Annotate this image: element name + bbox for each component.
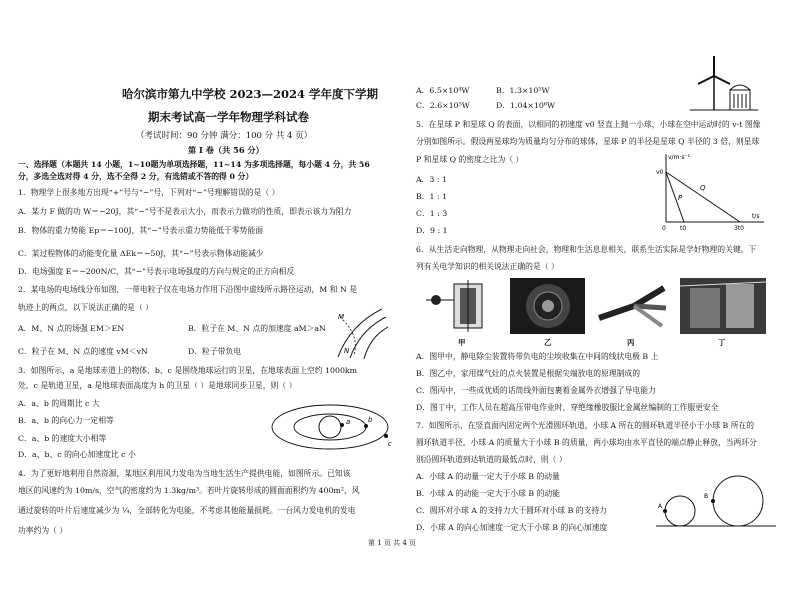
q7-stem-1: 7．如图所示，在竖直面内固定两个光滑圆环轨道，小球 A 所在的圆环轨道半径小于小球 B 所在的 [416,421,755,430]
q5-option-a: A．3 : 1 [416,175,447,184]
curve-q-label: Q [700,184,706,192]
sat-c-label: c [388,440,392,448]
q6-option-b: B．图乙中，家用煤气灶的点火装置是根据尖端放电的原理制成的 [416,369,641,378]
live-line-worker-photo [680,278,766,334]
q1-option-c: C．某过程物体的动能变化量 ΔEk＝−50J，其“−”号表示物体动能减少 [18,249,264,258]
exam-title: 期末考试高一学年物理学科试卷 [148,110,309,124]
q2-stem-1: 2．某电场的电场线分布如图，一带电粒子仅在电场力作用下沿图中虚线所示路径运动，M 和 N 是 [18,285,358,294]
q4-option-c: C．2.6×10⁵W [416,101,470,110]
point-m-label: M [338,313,345,321]
exam-school-title: 哈尔滨市第九中学校 2023—2024 学年度下学期 [122,87,379,101]
section-intro-2: 分，多选全选对得 4 分，选不全得 2 分，有选错或不答的得 0 分） [18,172,254,181]
page-footer: 第 1 页 共 4 页 [368,539,417,547]
q3-option-a: A．a、b 的周期比 c 大 [18,399,100,408]
sat-a-label: a [346,418,351,426]
curve-p-label: P [678,194,683,202]
wind-turbine-figure [690,52,758,112]
v-axis-label: v/m·s⁻¹ [668,154,691,161]
q1-option-b: B．物体的重力势能 Ep＝−100J，其“−”号表示重力势能低于零势能面 [18,226,264,235]
q6-stem-2: 列有关电学知识的相关说法正确的是（ ） [416,262,559,271]
q4-stem-1: 4．为了更好地利用自然资源，某地区利用风力发电为当地生活生产提供电能，如图所示。已知该 [18,469,351,478]
electric-field-figure [330,305,390,360]
t0-label: t0 [680,225,687,232]
q2-option-b: B．粒子在 M、N 点的加速度 aM＞aN [188,324,326,333]
q2-option-d: D．粒子带负电 [188,347,242,356]
q3-option-b: B．a、b 的向心力一定相等 [18,416,114,425]
q3-option-c: C．a、b 的速度大小相等 [18,434,107,443]
q4-option-d: D．1.04×10⁶W [496,101,556,110]
q4-option-a: A．6.5×10⁴W [416,86,470,95]
q5-stem-2: 分别如图所示。假设两星球均为质量均匀分布的球体，星球 P 的半径是星球 Q 半径的 3 倍，则星球 [416,137,760,146]
q1-option-d: D．电场强度 E＝−200N/C，其“−”号表示电场强度的方向与规定的正方向相反 [18,267,295,276]
q7-stem-3: 别沿圆环轨道到达轨道的最低点时，则（ ） [416,455,567,464]
part-heading: 第 I 卷（共 56 分） [188,145,264,155]
sat-b-label: b [368,416,373,424]
orbit-figure [268,398,398,456]
q7-option-a: A．小球 A 的动量一定大于小球 B 的动量 [416,472,560,481]
q7-option-d: D．小球 A 的向心加速度一定大于小球 B 的向心加速度 [416,523,608,532]
exam-meta: （考试时间：90 分钟 满分：100 分 共 4 页） [136,131,313,141]
photo-label-ding: 丁 [718,338,726,347]
q7-stem-2: 圆环轨道半径，小球 A 的质量大于小球 B 的质量，两小球均由水平直径的端点静止释放，当两环分 [416,438,757,447]
q3-stem-1: 3．如图所示，a 是地球赤道上的物体，b、c 是围绕地球运行的卫星，在地球表面上空约 1000km [18,366,358,375]
q5-stem-1: 5．在星球 P 和星球 Q 的表面，以相同的初速度 v0 竖直上抛一小球，小球在空中运动时的 v-t 图像 [416,120,761,129]
q5-stem-3: P 和星球 Q 的密度之比为（ ） [416,155,524,164]
q4-option-b: B．1.3×10⁵W [496,86,550,95]
photo-label-jia: 甲 [458,338,466,347]
vt-graph-figure [652,150,770,232]
microphone-cable-photo [594,278,669,334]
q1-stem: 1．物理学上很多地方出现“+”号与“−”号，下列对“−”号理解错误的是（ ） [18,188,280,197]
q7-option-b: B．小球 A 的动能一定大于小球 B 的动能 [416,489,560,498]
gas-stove-photo [510,278,585,334]
3t0-label: 3t0 [734,225,744,232]
q6-option-a: A．图甲中，静电除尘装置将带负电的尘埃收集在中间的线状电极 B 上 [416,352,659,361]
q5-option-b: B．1 : 1 [416,192,448,201]
electrostatic-precipitator-photo [426,278,501,334]
photo-label-bing: 丙 [627,338,635,347]
q7-option-c: C．圆环对小球 A 的支持力大于圆环对小球 B 的支持力 [416,506,607,515]
q6-option-c: C．图丙中，一些成优质的话筒线外面包裹着金属外衣增强了导电能力 [416,386,656,395]
point-n-label: N [344,347,350,355]
q4-stem-4: 功率约为（ ） [18,526,68,535]
q6-stem-1: 6．从生活走向物理，从物理走向社会，物理和生活息息相关，联系生活实际是学好物理的关键。下 [416,245,757,254]
ball-b-label: B [704,493,709,500]
q2-option-c: C．粒子在 M、N 点的速度 vM＜vN [18,347,148,356]
q4-stem-3: 通过旋转的叶片后速度减少为 ¼，全部转化为电能，不考虑其他能量损耗。一台风力发电机的发电 [18,506,356,515]
q3-stem-2: 处，c 是轨道卫星，a 是地球表面高度为 h 的卫星（ ）是地球同步卫星，则（ ） [18,381,297,390]
q6-option-d: D．图丁中，工作人员在超高压带电作业时，穿绝缘橡胶服比金属丝编制的工作服更安全 [416,403,719,412]
q5-option-d: D．9 : 1 [416,226,448,235]
v0-label: v0 [656,169,664,176]
t-axis-label: t/s [752,213,760,220]
origin-label: 0 [662,225,666,232]
q2-option-a: A．M、N 点的场强 EM＞EN [18,324,125,333]
two-rings-figure [656,470,776,530]
ball-a-label: A [658,503,663,510]
q4-stem-2: 地区的风速约为 10m/s，空气的密度约为 1.3kg/m³。若叶片旋转形成的圆面面积约为 400m²，风 [18,486,360,495]
q1-option-a: A．某力 F 做的功 W＝−20J，其“−”号不是表示大小，而表示力做功的性质，即表示该力为阻力 [18,207,352,216]
q3-option-d: D．a、b、c 的向心加速度比 c 小 [18,450,136,459]
photo-label-yi: 乙 [544,338,552,347]
section-intro-1: 一、选择题（本题共 14 小题，1~10题为单项选择题，11~14 为多项选择题，每小题 4 分，共 56 [18,160,370,169]
q5-option-c: C．1 : 3 [416,209,448,218]
q2-stem-2: 轨迹上的两点，以下说法正确的是（ ） [18,303,154,312]
